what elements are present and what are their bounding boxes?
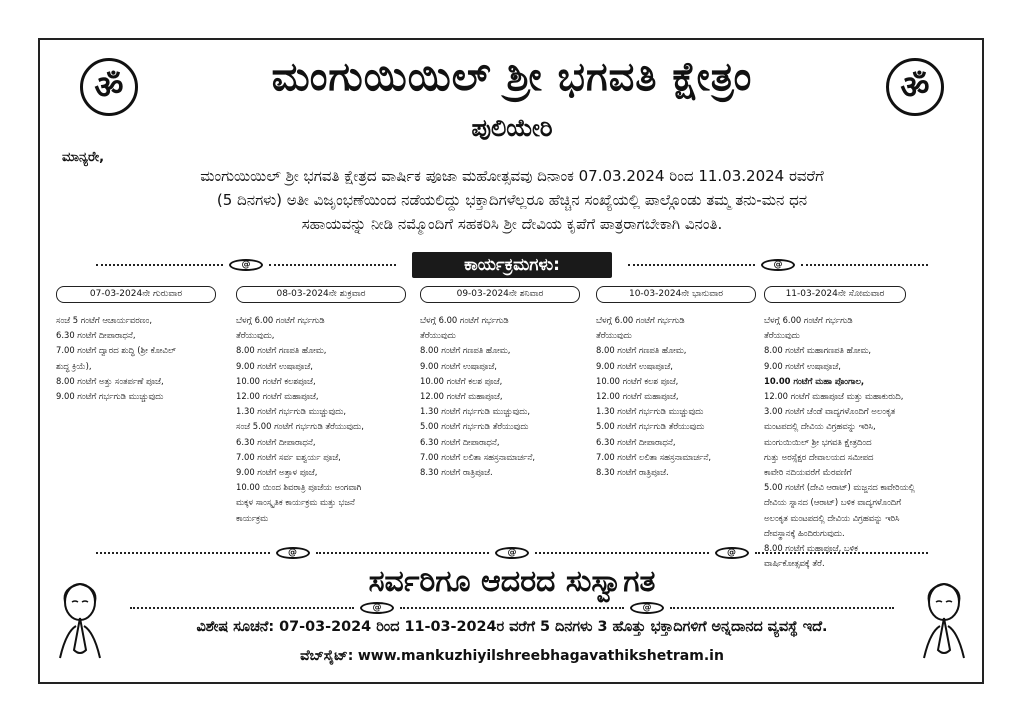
schedule-item: 8.30 ಗಂಟೆಗೆ ರಾತ್ರಿಪೂಜೆ. (596, 467, 669, 478)
ornament-icon: @ (495, 547, 529, 559)
schedule-item: 5.00 ಗಂಟೆಗೆ (ದೇವಿ ಆರಾಟ್) ಮಜ್ಜನದ ಕಾವೇರಿಯಲ್ಲಿ (764, 482, 915, 493)
day-date: 08-03-2024ನೇ ಶುಕ್ರವಾರ (236, 286, 406, 303)
divider-right (628, 257, 928, 273)
day-column (236, 286, 406, 526)
schedule-item: 10.00 ಗಂಟೆಗೆ ಕಲಶಪೂಜೆ, (236, 375, 316, 386)
schedule-item: 10.00 ಗಂಟೆಗೆ ಮಹಾ ಪೊಂಗಾಲ, (764, 375, 865, 386)
schedule-item: 12.00 ಗಂಟೆಗೆ ಮಹಾಪೂಜೆ, (236, 391, 319, 402)
ornament-icon: @ (276, 547, 310, 559)
schedule-item: ಕಾರ್ಯಕ್ರಮ (236, 512, 269, 523)
ornament-icon: @ (715, 547, 749, 559)
intro-paragraph (100, 164, 924, 236)
temple-title: ಮಂಗುಯಿಯಿಲ್ ಶ್ರೀ ಭಗವತಿ ಕ್ಷೇತ್ರಂ (271, 54, 753, 100)
schedule-item: ಮಂಟಪದಲ್ಲಿ ದೇವಿಯ ವಿಗ್ರಹವನ್ನು ಇರಿಸಿ, (764, 421, 876, 432)
schedule-item: 8.00 ಗಂಟೆಗೆ ಗಣಪತಿ ಹೋಮ, (596, 345, 687, 356)
schedule-item: 7.00 ಗಂಟೆಗೆ ದ್ವಾರದ ಶುದ್ಧಿ (ಶ್ರೀ ಕೋವಿಲ್ (56, 345, 176, 356)
schedule-item: ಮಕ್ಕಳ ಸಾಂಸ್ಕೃತಿಕ ಕಾರ್ಯಕ್ರಮ ಮತ್ತು ಭಜನೆ (236, 497, 355, 508)
schedule-item: 7.00 ಗಂಟೆಗೆ ಲಲಿತಾ ಸಹಸ್ರನಾಮಾರ್ಚನೆ, (596, 451, 712, 462)
schedule-item: 8.00 ಗಂಟೆಗೆ ಗಣಪತಿ ಹೋಮ, (236, 345, 327, 356)
salutation: ಮಾನ್ಯರೇ, (62, 150, 105, 165)
schedule-item: ಬೆಳಗ್ಗೆ 6.00 ಗಂಟೆಗೆ ಗರ್ಭಗುಡಿ (596, 315, 685, 325)
schedule-item: 9.00 ಗಂಟೆಗೆ ಅತ್ತಾಳ ಪೂಜೆ, (236, 467, 318, 478)
divider-welcome (130, 600, 894, 616)
special-notice: ವಿಶೇಷ ಸೂಚನೆ: 07-03-2024 ರಿಂದ 11-03-2024ರ ವರೆಗೆ 5 ದಿನಗಳು 3 ಹೊತ್ತು ಭಕ್ತಾದಿಗಳಿಗೆ ಅನ್ನದಾನದ ವ್ಯವಸ್ಥೆ ಇದೆ. (196, 619, 828, 635)
day-date: 11-03-2024ನೇ ಸೋಮವಾರ (764, 286, 906, 303)
schedule-item: ಬೆಳಗ್ಗೆ 6.00 ಗಂಟೆಗೆ ಗರ್ಭಗುಡಿ (764, 315, 853, 325)
welcome-heading: ಸರ್ವರಿಗೂ ಆದರದ ಸುಸ್ವಾಗತ (368, 564, 656, 599)
intro-line: (5 ದಿನಗಳು) ಅತೀ ವಿಜೃಂಭಣೆಯಿಂದ ನಡೆಯಲಿದ್ದು ಭಕ್ತಾದಿಗಳೆಲ್ಲರೂ ಹೆಚ್ಚಿನ ಸಂಖ್ಯೆಯಲ್ಲಿ ಪಾಲ್ಗೊಂಡು ತಮ್ಮ ತನು-ಮನ ಧನ (216, 191, 808, 209)
schedule-item: 8.00 ಗಂಟೆಗೆ ಮಹಾಪೂಜೆ, ಬಳಿಕ (764, 543, 858, 554)
schedule-item: 9.00 ಗಂಟೆಗೆ ಉಷಾಪೂಜೆ, (596, 360, 673, 371)
schedule-item: 5.00 ಗಂಟೆಗೆ ಗರ್ಭಗುಡಿ ತೆರೆಯುವುದು (596, 421, 705, 432)
schedule-item: 8.00 ಗಂಟೆಗೆ ಮಹಾಗಣಪತಿ ಹೋಮ, (764, 345, 872, 356)
schedule-item: 9.00 ಗಂಟೆಗೆ ಉಷಾಪೂಜೆ, (764, 360, 841, 371)
namaste-figure-right-icon (916, 580, 972, 660)
intro-line: ಮಂಗುಯಿಯಿಲ್ ಶ್ರೀ ಭಗವತಿ ಕ್ಷೇತ್ರದ ವಾರ್ಷಿಕ ಪೂಜಾ ಮಹೋತ್ಸವವು ದಿನಾಂಕ 07.03.2024 ರಿಂದ 11.03.2024 ರವರೆಗೆ (200, 167, 824, 185)
schedule-item: ಕಾವೇರಿ ನದಿಯವರೆಗೆ ಮೆರವಣಿಗೆ (764, 467, 852, 478)
website-label: ವೆಬ್‌ಸೈಟ್: (300, 648, 354, 664)
ornament-icon: @ (630, 602, 664, 614)
website-link[interactable]: www.mankuzhiyilshreebhagavathikshetram.in (357, 648, 724, 664)
schedule-item: 5.00 ಗಂಟೆಗೆ ಗರ್ಭಗುಡಿ ತೆರೆಯುವುದು (420, 421, 529, 432)
schedule-item: 8.00 ಗಂಟೆಗೆ ಗಣಪತಿ ಹೋಮ, (420, 345, 511, 356)
schedule-item: 8.00 ಗಂಟೆಗೆ ಅತ್ತು ಸಂತರ್ಪಣೆ ಪೂಜೆ, (56, 375, 164, 386)
schedule-item: ಬೆಳಗ್ಗೆ 6.00 ಗಂಟೆಗೆ ಗರ್ಭಗುಡಿ (420, 315, 509, 325)
schedule-item: ತೆರೆಯುವುದು (420, 330, 456, 341)
schedule-item: ತೆರೆಯುವುದು (596, 330, 632, 341)
divider-bottom (96, 545, 928, 561)
ornament-icon: @ (761, 259, 795, 271)
temple-location: ಪುಲಿಯೇರಿ (471, 114, 553, 142)
schedule-item: 10.00 ಯಿಂದ ಶಿವರಾತ್ರಿ ಪೂಜೆಯ ಅಂಗವಾಗಿ (236, 482, 362, 493)
day-date: 09-03-2024ನೇ ಶನಿವಾರ (420, 286, 580, 303)
schedule-item: 6.30 ಗಂಟೆಗೆ ದೀಪಾರಾಧನೆ, (420, 436, 500, 447)
schedule-item: 12.00 ಗಂಟೆಗೆ ಮಹಾಪೂಜೆ ಮತ್ತು ಮಹಾಕುರುದಿ, (764, 391, 904, 402)
intro-line: ಸಹಾಯವನ್ನು ನೀಡಿ ನಮ್ಮೊಂದಿಗೆ ಸಹಕರಿಸಿ ಶ್ರೀ ದೇವಿಯ ಕೃಪೆಗೆ ಪಾತ್ರರಾಗಬೇಕಾಗಿ ವಿನಂತಿ. (301, 215, 723, 233)
om-right-icon: ॐ (886, 58, 944, 116)
schedule-item: 12.00 ಗಂಟೆಗೆ ಮಹಾಪೂಜೆ, (596, 391, 679, 402)
schedule-item: 1.30 ಗಂಟೆಗೆ ಗರ್ಭಗುಡಿ ಮುಚ್ಚುವುದು, (236, 406, 347, 417)
schedule-item: ತೆರೆಯುವುದು, (236, 330, 275, 341)
schedule-item: ಗುತ್ತು ಅರಸ್ಸೆಕ್ಷರ ದೇವಾಲಯದ ಸಮೀಪದ (764, 451, 874, 462)
namaste-figure-left-icon (52, 580, 108, 660)
schedule-item: 10.00 ಗಂಟೆಗೆ ಕಲಶ ಪೂಜೆ, (420, 375, 503, 386)
day-column (56, 286, 216, 404)
schedule-item: ಶುದ್ಧ ಕ್ರಿಯೆ), (56, 360, 92, 371)
schedule-item: 7.00 ಗಂಟೆಗೆ ಲಲಿತಾ ಸಹಸ್ರನಾಮಾರ್ಚನೆ, (420, 451, 536, 462)
schedule-item: 1.30 ಗಂಟೆಗೆ ಗರ್ಭಗುಡಿ ಮುಚ್ಚುವುದು (596, 406, 704, 417)
ornament-icon: @ (360, 602, 394, 614)
day-date: 10-03-2024ನೇ ಭಾನುವಾರ (596, 286, 756, 303)
day-date: 07-03-2024ನೇ ಗುರುವಾರ (56, 286, 216, 303)
day-column (420, 286, 580, 480)
schedule-item: ಮಂಗುಯಿಯಿಲ್ ಶ್ರೀ ಭಗವತಿ ಕ್ಷೇತ್ರದಿಂದ (764, 436, 872, 447)
schedule-item: 10.00 ಗಂಟೆಗೆ ಕಲಶ ಪೂಜೆ, (596, 375, 679, 386)
ornament-icon: @ (229, 259, 263, 271)
schedule-item: ಬೆಳಗ್ಗೆ 6.00 ಗಂಟೆಗೆ ಗರ್ಭಗುಡಿ (236, 315, 325, 325)
program-title: ಕಾರ್ಯಕ್ರಮಗಳು: (412, 252, 612, 278)
schedule-item: 1.30 ಗಂಟೆಗೆ ಗರ್ಭಗುಡಿ ಮುಚ್ಚುವುದು, (420, 406, 531, 417)
day-column (596, 286, 756, 480)
schedule-item: ದೇವಸ್ಥಾನಕ್ಕೆ ಹಿಂದಿರುಗುವುದು. (764, 527, 845, 538)
om-left-icon: ॐ (80, 58, 138, 116)
schedule-item: 6.30 ಗಂಟೆಗೆ ದೀಪಾರಾಧನೆ, (56, 330, 136, 341)
schedule-item: ಅಲಂಕೃತ ಮಂಟಪದಲ್ಲಿ ದೇವಿಯ ವಿಗ್ರಹವನ್ನು ಇರಿಸಿ (764, 512, 900, 523)
website-line (300, 648, 724, 664)
schedule-item: ವಾರ್ಷಿಕೋತ್ಸವಕ್ಕೆ ತೆರೆ. (764, 558, 825, 569)
schedule-item: 12.00 ಗಂಟೆಗೆ ಮಹಾಪೂಜೆ, (420, 391, 503, 402)
schedule-item: 3.00 ಗಂಟೆಗೆ ಚೆಂಡೆ ವಾದ್ಯಗಳೊಂದಿಗೆ ಅಲಂಕೃತ (764, 406, 896, 417)
schedule-item: 9.00 ಗಂಟೆಗೆ ಗರ್ಭಗುಡಿ ಮುಚ್ಚುವುದು (56, 391, 164, 402)
divider-left (96, 257, 396, 273)
schedule-item: 8.30 ಗಂಟೆಗೆ ರಾತ್ರಿಪೂಜೆ. (420, 467, 493, 478)
schedule-item: ಸಂಜೆ 5 ಗಂಟೆಗೆ ಆಚಾರ್ಯವರಣಂ, (56, 315, 152, 325)
schedule-item: 6.30 ಗಂಟೆಗೆ ದೀಪಾರಾಧನೆ, (596, 436, 676, 447)
day-column (764, 286, 942, 571)
schedule-item: ದೇವಿಯ ಸ್ನಾನದ (ಆರಾಟ್) ಬಳಿಕ ವಾದ್ಯಗಳೊಂದಿಗೆ (764, 497, 902, 508)
schedule-item: 9.00 ಗಂಟೆಗೆ ಉಷಾಪೂಜೆ, (420, 360, 497, 371)
schedule-item: ತೆರೆಯುವುದು (764, 330, 800, 341)
schedule-item: 9.00 ಗಂಟೆಗೆ ಉಷಾಪೂಜೆ, (236, 360, 313, 371)
schedule-item: 7.00 ಗಂಟೆಗೆ ಸರ್ವ ಐಶ್ವರ್ಯ ಪೂಜೆ, (236, 451, 341, 462)
schedule-item: ಸಂಜೆ 5.00 ಗಂಟೆಗೆ ಗರ್ಭಗುಡಿ ತೆರೆಯುವುದು, (236, 421, 364, 432)
schedule-item: 6.30 ಗಂಟೆಗೆ ದೀಪಾರಾಧನೆ, (236, 436, 316, 447)
